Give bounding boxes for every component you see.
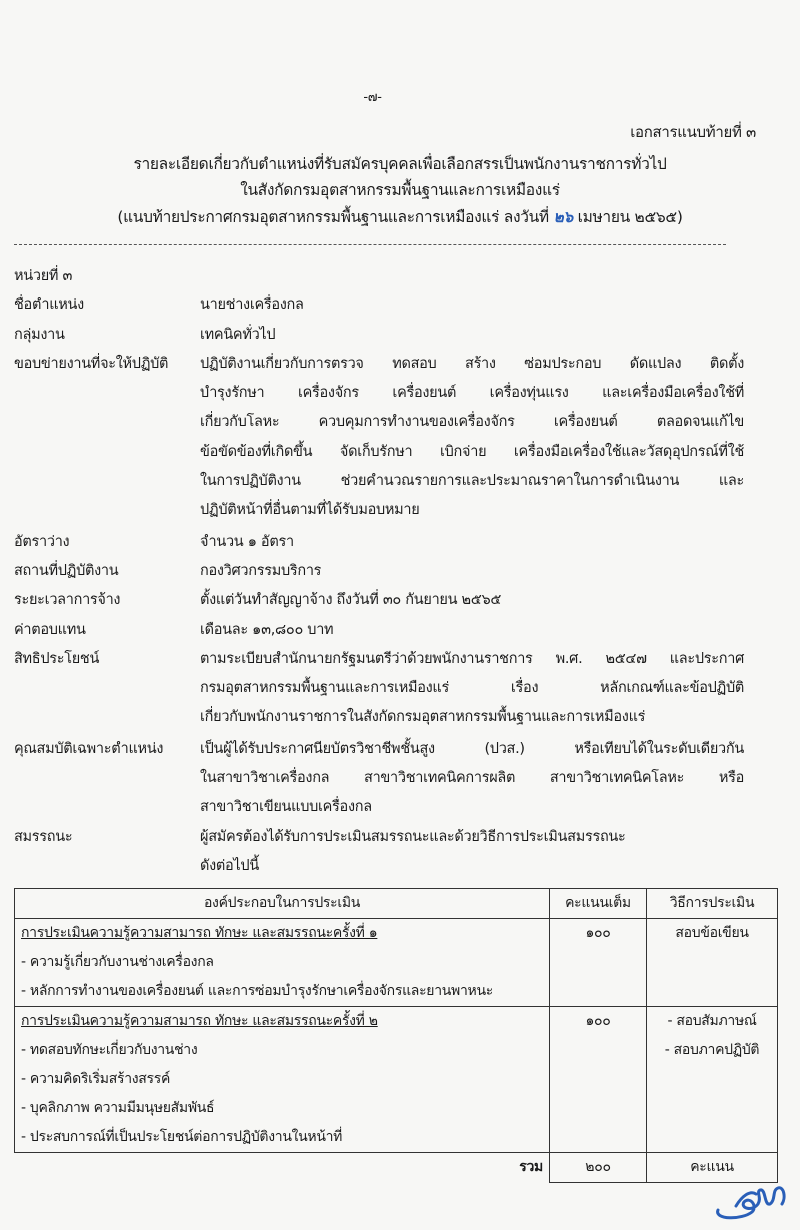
method-cell xyxy=(647,919,778,1007)
field-label: กลุ่มงาน xyxy=(14,326,65,343)
total-unit: คะแนน xyxy=(647,1153,778,1183)
field-value xyxy=(200,735,744,823)
full-score-cell: ๑๐๐ xyxy=(550,919,647,1007)
field-value-line: กรมอุตสาหกรรมพื้นฐานและการเหมืองแร่ เรื่อง หลักเกณฑ์และข้อปฏิบัติ xyxy=(200,680,744,697)
field-label: ชื่อตำแหน่ง xyxy=(14,297,84,314)
annex-label: เอกสารแนบท้ายที่ ๓ xyxy=(630,123,756,141)
title-line-2: ในสังกัดกรมอุตสาหกรรมพื้นฐานและการเหมืองแร่ xyxy=(240,181,560,199)
field-row xyxy=(14,616,744,645)
field-value-line: บำรุงรักษา เครื่องจักร เครื่องยนต์ เครื่องทุ่นแรง และเครื่องมือเครื่องใช้ที่ xyxy=(200,385,744,402)
field-value-line: ตามระเบียบสำนักนายกรัฐมนตรีว่าด้วยพนักงานราชการ พ.ศ. ๒๕๔๗ และประกาศ xyxy=(200,650,744,667)
field-value-line: ปฏิบัติหน้าที่อื่นตามที่ได้รับมอบหมาย xyxy=(200,502,420,519)
field-label: ขอบข่ายงานที่จะให้ปฏิบัติ xyxy=(14,355,169,372)
assessment-round-title: การประเมินความรู้ความสามารถ ทักษะ และสมรรถนะครั้งที่ ๑ xyxy=(21,925,378,941)
field-value-line: เทคนิคทั่วไป xyxy=(200,326,276,343)
total-score: ๒๐๐ xyxy=(550,1153,647,1183)
assessment-item: - ความรู้เกี่ยวกับงานช่างเครื่องกล xyxy=(21,954,214,970)
field-value xyxy=(200,350,744,526)
field-value-line: ข้อขัดข้องที่เกิดขึ้น จัดเก็บรักษา เบิกจ่าย เครื่องมือเครื่องใช้และวัสดุอุปกรณ์ที่ใช้ xyxy=(200,443,744,460)
field-value-line: เป็นผู้ได้รับประกาศนียบัตรวิชาชีพชั้นสูง (ปวส.) หรือเทียบได้ในระดับเดียวกัน xyxy=(200,740,744,757)
field-value-line: เกี่ยวกับพนักงานราชการในสังกัดกรมอุตสาหกรรมพื้นฐานและการเหมืองแร่ xyxy=(200,709,646,726)
field-value-line: ปฏิบัติงานเกี่ยวกับการตรวจ ทดสอบ สร้าง ซ่อมประกอบ ดัดแปลง ติดตั้ง xyxy=(200,355,744,372)
method-cell xyxy=(647,1007,778,1153)
field-row xyxy=(14,528,744,557)
table-row xyxy=(15,919,778,1007)
field-label: คุณสมบัติเฉพาะตำแหน่ง xyxy=(14,740,164,757)
title-line-3 xyxy=(0,204,800,229)
field-value-line: ในสาขาวิชาเครื่องกล สาขาวิชาเทคนิคการผลิต สาขาวิชาเทคนิคโลหะ หรือ xyxy=(200,770,744,787)
field-value xyxy=(200,823,744,882)
assessment-item: - ความคิดริเริ่มสร้างสรรค์ xyxy=(21,1071,171,1087)
position-details xyxy=(14,262,744,881)
field-value xyxy=(200,557,744,586)
field-label: ค่าตอบแทน xyxy=(14,621,86,638)
header-full-score: คะแนนเต็ม xyxy=(550,889,647,919)
field-row xyxy=(14,350,744,526)
field-value-line: กองวิศวกรรมบริการ xyxy=(200,562,322,579)
field-value xyxy=(200,291,744,320)
field-value-line: เกี่ยวกับโลหะ ควบคุมการทำงานของเครื่องจักร เครื่องยนต์ ตลอดจนแก้ไข xyxy=(200,414,744,431)
unit-row xyxy=(14,262,744,291)
assessment-round-title: การประเมินความรู้ความสามารถ ทักษะ และสมรรถนะครั้งที่ ๒ xyxy=(21,1013,378,1029)
table-total-row xyxy=(15,1153,778,1183)
assessment-table xyxy=(14,888,778,1183)
field-value xyxy=(200,645,744,733)
field-row xyxy=(14,557,744,586)
total-label: รวม xyxy=(519,1159,543,1175)
assessment-method: - สอบสัมภาษณ์ xyxy=(667,1013,757,1029)
title-line-3-prefix: (แนบท้ายประกาศกรมอุตสาหกรรมพื้นฐานและการเหมืองแร่ ลงวันที่ xyxy=(117,208,549,226)
assessment-item: - บุคลิกภาพ ความมีมนุษยสัมพันธ์ xyxy=(21,1100,215,1116)
table-row xyxy=(15,1007,778,1153)
assessment-method: สอบข้อเขียน xyxy=(675,925,749,941)
table-header-row xyxy=(15,889,778,919)
field-value-line: ผู้สมัครต้องได้รับการประเมินสมรรถนะและด้วยวิธีการประเมินสมรรถนะ xyxy=(200,828,626,845)
header-component: องค์ประกอบในการประเมิน xyxy=(15,889,550,919)
field-value xyxy=(200,586,744,615)
field-value-line: ในการปฏิบัติงาน ช่วยคำนวณรายการและประมาณราคาในการดำเนินงาน และ xyxy=(200,473,744,490)
field-value-line: สาขาวิชาเขียนแบบเครื่องกล xyxy=(200,799,372,816)
field-row xyxy=(14,586,744,615)
field-label: ระยะเวลาการจ้าง xyxy=(14,592,121,609)
field-label: สิทธิประโยชน์ xyxy=(14,650,100,667)
dashed-divider xyxy=(14,244,726,245)
unit-label: หน่วยที่ ๓ xyxy=(14,268,73,284)
full-score-cell: ๑๐๐ xyxy=(550,1007,647,1153)
field-row xyxy=(14,645,744,733)
field-value xyxy=(200,321,744,350)
field-row xyxy=(14,735,744,823)
field-label: สมรรถนะ xyxy=(14,828,73,845)
field-row xyxy=(14,291,744,320)
component-cell xyxy=(15,919,550,1007)
field-label: สถานที่ปฏิบัติงาน xyxy=(14,562,119,579)
field-value xyxy=(200,528,744,557)
field-value-line: ตั้งแต่วันทำสัญญาจ้าง ถึงวันที่ ๓๐ กันยายน ๒๕๖๕ xyxy=(200,592,502,609)
assessment-item: - ประสบการณ์ที่เป็นประโยชน์ต่อการปฏิบัติงานในหน้าที่ xyxy=(21,1129,343,1145)
field-row xyxy=(14,321,744,350)
field-value-line: จำนวน ๑ อัตรา xyxy=(200,533,294,550)
title-line-1: รายละเอียดเกี่ยวกับตำแหน่งที่รับสมัครบุคคลเพื่อเลือกสรรเป็นพนักงานราชการทั่วไป xyxy=(133,155,667,173)
handwritten-day: ๒๖ xyxy=(553,208,573,226)
field-value-line: ดังต่อไปนี้ xyxy=(200,857,259,874)
assessment-method: - สอบภาคปฏิบัติ xyxy=(664,1042,760,1058)
field-row xyxy=(14,823,744,882)
assessment-item: - ทดสอบทักษะเกี่ยวกับงานช่าง xyxy=(21,1042,198,1058)
field-label: อัตราว่าง xyxy=(14,533,70,550)
title-line-3-suffix: เมษายน ๒๕๖๕) xyxy=(577,208,683,226)
field-value-line: นายช่างเครื่องกล xyxy=(200,297,304,314)
component-cell xyxy=(15,1007,550,1153)
field-value-line: เดือนละ ๑๓,๘๐๐ บาท xyxy=(200,621,334,638)
page-number: -๗- xyxy=(363,90,382,105)
signature xyxy=(712,1176,792,1224)
assessment-item: - หลักการทำงานของเครื่องยนต์ และการซ่อมบำรุงรักษาเครื่องจักรและยานพาหนะ xyxy=(21,983,493,999)
field-value xyxy=(200,616,744,645)
header-method: วิธีการประเมิน xyxy=(647,889,778,919)
